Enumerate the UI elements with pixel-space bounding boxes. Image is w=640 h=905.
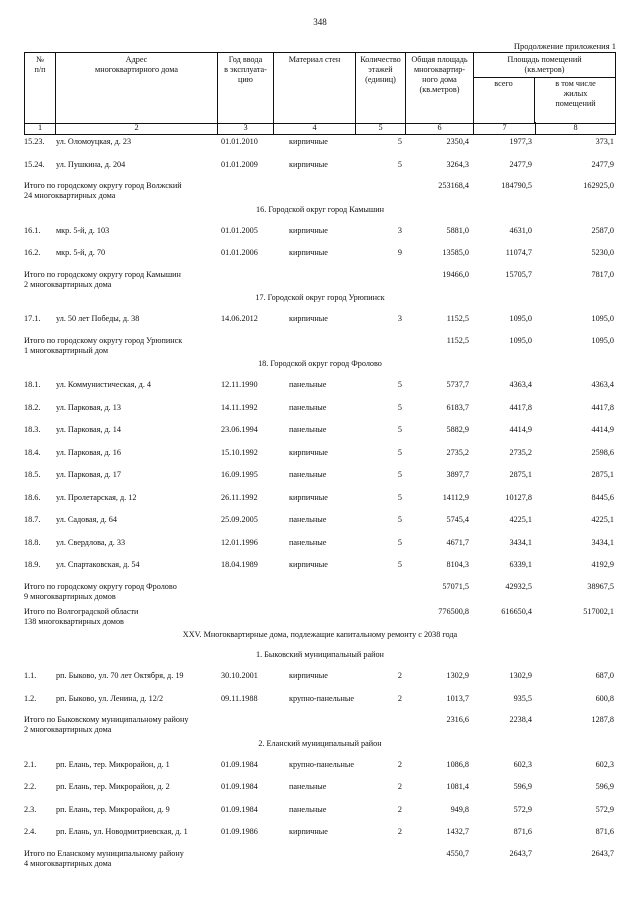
row-floors: 2 — [397, 671, 402, 680]
total-row — [24, 849, 616, 869]
row-address: ул. Парковая, д. 17 — [56, 470, 121, 479]
table-row — [24, 424, 616, 435]
row-year: 23.06.1994 — [221, 425, 258, 434]
row-year: 01.01.2009 — [221, 159, 258, 169]
row-number: 17.1. — [24, 314, 41, 323]
total-row — [24, 582, 616, 602]
row-living: 572,9 — [595, 804, 614, 814]
row-number: 2.1. — [24, 759, 37, 769]
row-floors: 3 — [397, 314, 402, 323]
col-number: 4 — [273, 122, 355, 134]
row-living: 2875,1 — [591, 470, 614, 479]
row-floors: 5 — [397, 447, 402, 457]
total-row — [24, 607, 616, 627]
row-year: 12.11.1990 — [221, 380, 258, 389]
table-row — [24, 693, 616, 704]
row-year: 01.01.2006 — [221, 248, 258, 257]
row-year: 01.09.1986 — [221, 827, 258, 836]
row-year: 01.09.1984 — [221, 759, 258, 769]
table-row — [24, 247, 616, 258]
table-row — [24, 804, 616, 815]
row-living: 8445,6 — [591, 492, 614, 502]
row-address: рп. Елань, тер. Микрорайон, д. 2 — [56, 782, 170, 791]
row-year: 09.11.1988 — [221, 693, 258, 703]
total-living: 2643,7 — [591, 848, 614, 858]
total-area: 57071,5 — [442, 581, 469, 591]
row-floors: 2 — [397, 759, 402, 769]
header-floors: Количество этажей (единиц) — [355, 53, 405, 123]
total-living: 7817,0 — [591, 269, 614, 279]
row-floors: 2 — [397, 827, 402, 836]
row-address: ул. Пролетарская, д. 12 — [56, 492, 137, 502]
total-label-count: 24 многоквартирных дома — [24, 191, 116, 200]
col-number: 6 — [405, 122, 473, 134]
row-year: 25.09.2005 — [221, 515, 258, 524]
row-material: панельные — [289, 425, 327, 434]
row-area: 3264,3 — [446, 159, 469, 169]
row-address: ул. Садовая, д. 64 — [56, 515, 117, 524]
table-row — [24, 826, 616, 837]
total-total: 15705,7 — [505, 269, 532, 279]
row-total: 2477,9 — [509, 159, 532, 169]
row-number: 18.2. — [24, 402, 41, 412]
row-area: 3897,7 — [446, 470, 469, 479]
row-number: 18.7. — [24, 515, 41, 524]
table-row — [24, 379, 616, 390]
header-num: № п/п — [24, 53, 55, 123]
row-year: 01.09.1984 — [221, 782, 258, 791]
row-living: 4417,8 — [591, 402, 614, 412]
row-number: 18.6. — [24, 492, 41, 502]
row-total: 4631,0 — [509, 225, 532, 235]
total-total: 616650,4 — [501, 607, 532, 616]
section-heading: 17. Городской округ город Урюпинск — [255, 293, 385, 302]
section-heading: 18. Городской округ город Фролово — [258, 359, 382, 368]
col-number: 5 — [355, 122, 405, 134]
section-heading: 16. Городской округ город Камышин — [256, 204, 384, 214]
total-row — [24, 181, 616, 201]
row-year: 12.01.1996 — [221, 537, 258, 547]
total-label — [24, 715, 224, 735]
header-area: Общая площадь многоквартир- ного дома (кв.метров) — [405, 53, 473, 123]
total-living: 38967,5 — [587, 581, 614, 591]
row-year: 14.11.1992 — [221, 402, 258, 412]
table-row — [24, 559, 616, 570]
col-number: 7 — [473, 122, 535, 134]
col-number: 8 — [535, 122, 616, 134]
total-area: 2316,6 — [446, 715, 469, 724]
row-material: кирпичные — [289, 248, 328, 257]
row-floors: 5 — [397, 470, 402, 479]
row-total: 2875,1 — [509, 470, 532, 479]
table-row — [24, 469, 616, 480]
row-material: кирпичные — [289, 827, 328, 836]
row-address: ул. Коммунистическая, д. 4 — [56, 380, 152, 389]
row-address: ул. Оломоуцкая, д. 23 — [56, 137, 132, 146]
row-address: ул. Свердлова, д. 33 — [56, 537, 126, 547]
total-total: 2238,4 — [509, 715, 532, 724]
row-material: кирпичные — [289, 447, 328, 457]
row-year: 01.09.1984 — [221, 804, 258, 814]
row-total: 2735,2 — [509, 447, 532, 457]
row-total: 4363,4 — [509, 380, 532, 389]
table-row — [24, 670, 616, 681]
row-address: рп. Елань, ул. Новодмитриевская, д. 1 — [56, 827, 188, 836]
row-number: 15.23. — [24, 137, 45, 146]
row-area: 2350,4 — [446, 137, 469, 146]
total-total: 2643,7 — [509, 848, 532, 858]
row-address: ул. 50 лет Победы, д. 38 — [56, 314, 140, 323]
row-material: крупно-панельные — [289, 759, 355, 769]
row-total: 871,6 — [513, 827, 532, 836]
header-material: Материал стен — [273, 53, 355, 123]
row-area: 6183,7 — [446, 402, 469, 412]
table-row — [24, 313, 616, 324]
row-number: 18.9. — [24, 560, 41, 569]
row-total: 10127,8 — [505, 492, 532, 502]
row-area: 2735,2 — [446, 447, 469, 457]
row-address: рп. Быково, ул. Ленина, д. 12/2 — [56, 693, 164, 703]
total-total: 42932,5 — [505, 581, 532, 591]
row-living: 4192,9 — [591, 560, 614, 569]
total-label-count: 2 многоквартирных дома — [24, 279, 112, 289]
row-number: 18.3. — [24, 425, 41, 434]
total-area: 1152,5 — [446, 335, 469, 345]
row-total: 4225,1 — [509, 515, 532, 524]
row-living: 2587,0 — [591, 225, 614, 235]
row-floors: 2 — [397, 804, 402, 814]
total-label-line: Итого по городскому округу город Фролово — [24, 581, 177, 591]
table-row — [24, 402, 616, 413]
row-number: 18.8. — [24, 537, 41, 547]
row-material: панельные — [289, 470, 327, 479]
row-material: кирпичные — [289, 137, 328, 146]
total-label — [24, 181, 224, 201]
total-label-count: 4 многоквартирных дома — [24, 858, 112, 868]
row-number: 18.5. — [24, 470, 41, 479]
row-floors: 9 — [397, 248, 402, 257]
col-number: 2 — [55, 122, 217, 134]
total-label-line: Итого по Волгоградской области — [24, 607, 139, 616]
row-total: 596,9 — [513, 782, 532, 791]
total-label — [24, 849, 224, 869]
row-number: 16.1. — [24, 225, 41, 235]
total-total: 184790,5 — [501, 181, 532, 190]
row-material: крупно-панельные — [289, 693, 355, 703]
total-label-line: Итого по Быковскому муниципальному району — [24, 715, 189, 724]
row-total: 935,5 — [513, 693, 532, 703]
column-numbers — [24, 122, 616, 135]
row-address: ул. Пушкина, д. 204 — [56, 159, 126, 169]
row-number: 2.3. — [24, 804, 37, 814]
total-label-count: 1 многоквартирный дом — [24, 345, 109, 355]
row-total: 11074,7 — [505, 248, 532, 257]
total-label — [24, 607, 224, 627]
row-year: 16.09.1995 — [221, 470, 258, 479]
row-total: 572,9 — [513, 804, 532, 814]
row-material: панельные — [289, 380, 327, 389]
row-total: 6339,1 — [509, 560, 532, 569]
row-material: кирпичные — [289, 159, 328, 169]
row-number: 1.1. — [24, 671, 37, 680]
total-area: 19466,0 — [442, 269, 469, 279]
header-living: в том числе жилых помещений — [555, 79, 596, 108]
total-label — [24, 582, 224, 602]
row-total: 4417,8 — [509, 402, 532, 412]
row-material: кирпичные — [289, 560, 328, 569]
row-living: 4363,4 — [591, 380, 614, 389]
col-number: 3 — [217, 122, 273, 134]
row-area: 5881,0 — [446, 225, 469, 235]
total-label-line: Итого по городскому округу город Камышин — [24, 269, 181, 279]
section-heading: 2. Еланский муниципальный район — [258, 738, 382, 748]
total-living: 1287,8 — [591, 715, 614, 724]
row-floors: 5 — [397, 380, 402, 389]
row-material: панельные — [289, 537, 327, 547]
row-living: 5230,0 — [591, 248, 614, 257]
row-floors: 5 — [397, 402, 402, 412]
row-area: 1432,7 — [446, 827, 469, 836]
total-living: 1095,0 — [591, 335, 614, 345]
total-living: 517002,1 — [583, 607, 614, 616]
row-address: рп. Елань, тер. Микрорайон, д. 1 — [56, 759, 170, 769]
row-address: мкр. 5-й, д. 70 — [56, 248, 106, 257]
row-area: 949,8 — [450, 804, 469, 814]
row-material: панельные — [289, 515, 327, 524]
total-label-line: Итого по городскому округу город Волжский — [24, 181, 182, 190]
row-living: 2598,6 — [591, 447, 614, 457]
row-material: кирпичные — [289, 225, 328, 235]
row-area: 14112,9 — [442, 492, 469, 502]
row-number: 2.2. — [24, 782, 37, 791]
row-living: 687,0 — [595, 671, 614, 680]
row-total: 602,3 — [513, 759, 532, 769]
row-area: 1152,5 — [446, 314, 469, 323]
total-label-line: Итого по городскому округу город Урюпинск — [24, 335, 183, 345]
row-year: 14.06.2012 — [221, 314, 258, 323]
table-row — [24, 159, 616, 170]
row-number: 16.2. — [24, 248, 41, 257]
row-material: панельные — [289, 804, 327, 814]
row-number: 2.4. — [24, 827, 37, 836]
total-living: 162925,0 — [583, 181, 614, 190]
row-year: 30.10.2001 — [221, 671, 258, 680]
row-address: ул. Спартаковская, д. 54 — [56, 560, 140, 569]
row-area: 4671,7 — [446, 537, 469, 547]
total-label-count: 2 многоквартирных дома — [24, 725, 112, 734]
row-area: 13585,0 — [442, 248, 469, 257]
row-area: 5745,4 — [446, 515, 469, 524]
row-year: 15.10.1992 — [221, 447, 258, 457]
row-floors: 3 — [397, 225, 402, 235]
total-label-count: 9 многоквартирных домов — [24, 591, 116, 601]
row-floors: 2 — [397, 782, 402, 791]
row-address: ул. Парковая, д. 13 — [56, 402, 121, 412]
row-total: 1302,9 — [509, 671, 532, 680]
row-total: 1095,0 — [509, 314, 532, 323]
row-year: 01.01.2010 — [221, 137, 258, 146]
row-total: 4414,9 — [509, 425, 532, 434]
row-living: 2477,9 — [591, 159, 614, 169]
row-floors: 5 — [397, 560, 402, 569]
row-number: 18.1. — [24, 380, 41, 389]
total-total: 1095,0 — [509, 335, 532, 345]
total-label — [24, 336, 224, 356]
row-floors: 5 — [397, 137, 402, 146]
table-row — [24, 537, 616, 548]
row-material: панельные — [289, 782, 327, 791]
row-year: 18.04.1989 — [221, 560, 258, 569]
row-floors: 5 — [397, 492, 402, 502]
header-total: всего — [494, 79, 513, 88]
header-premises: Площадь помещений (кв.метров) — [473, 53, 616, 123]
row-living: 1095,0 — [591, 314, 614, 323]
table-row — [24, 136, 616, 147]
section-heading: 1. Быковский муниципальный район — [256, 650, 384, 659]
row-area: 5882,9 — [446, 425, 469, 434]
row-living: 4414,9 — [591, 425, 614, 434]
total-label — [24, 270, 224, 290]
row-living: 3434,1 — [591, 537, 614, 547]
row-living: 871,6 — [595, 827, 614, 836]
total-area: 4550,7 — [446, 848, 469, 858]
row-living: 596,9 — [595, 782, 614, 791]
header-year: Год ввода в эксплуата- цию — [217, 53, 273, 123]
header-address: Адрес многоквартирного дома — [55, 53, 217, 123]
row-year: 01.01.2005 — [221, 225, 258, 235]
row-material: кирпичные — [289, 314, 328, 323]
row-address: ул. Парковая, д. 14 — [56, 425, 121, 434]
total-area: 253168,4 — [438, 181, 469, 190]
col-number: 1 — [24, 122, 55, 134]
row-living: 602,3 — [595, 759, 614, 769]
table-row — [24, 514, 616, 525]
row-address: рп. Елань, тер. Микрорайон, д. 9 — [56, 804, 170, 814]
total-row — [24, 336, 616, 356]
table-row — [24, 225, 616, 236]
row-address: мкр. 5-й, д. 103 — [56, 225, 110, 235]
row-number: 18.4. — [24, 447, 41, 457]
header-divider — [473, 77, 616, 78]
table-row — [24, 759, 616, 770]
row-living: 600,8 — [595, 693, 614, 703]
total-area: 776500,8 — [438, 607, 469, 616]
total-label-count: 138 многоквартирных домов — [24, 617, 124, 626]
total-row — [24, 715, 616, 735]
total-label-line: Итого по Еланскому муниципальному району — [24, 848, 184, 858]
row-floors: 5 — [397, 515, 402, 524]
row-total: 3434,1 — [509, 537, 532, 547]
row-floors: 2 — [397, 693, 402, 703]
row-area: 1013,7 — [446, 693, 469, 703]
row-floors: 5 — [397, 537, 402, 547]
page-number: 348 — [313, 17, 327, 27]
row-living: 373,1 — [595, 137, 614, 146]
table-header — [24, 52, 616, 124]
row-number: 15.24. — [24, 159, 45, 169]
row-address: рп. Быково, ул. 70 лет Октября, д. 19 — [56, 671, 184, 680]
row-area: 1081,4 — [446, 782, 469, 791]
row-material: панельные — [289, 402, 327, 412]
continuation-label: Продолжение приложения 1 — [513, 41, 616, 51]
row-number: 1.2. — [24, 693, 37, 703]
row-area: 5737,7 — [446, 380, 469, 389]
table-row — [24, 492, 616, 503]
row-material: кирпичные — [289, 671, 328, 680]
row-address: ул. Парковая, д. 16 — [56, 447, 121, 457]
row-material: кирпичные — [289, 492, 328, 502]
row-area: 1302,9 — [446, 671, 469, 680]
row-total: 1977,3 — [509, 137, 532, 146]
row-floors: 5 — [397, 425, 402, 434]
table-row — [24, 447, 616, 458]
row-area: 1086,8 — [446, 759, 469, 769]
total-row — [24, 270, 616, 290]
row-floors: 5 — [397, 159, 402, 169]
row-living: 4225,1 — [591, 515, 614, 524]
row-area: 8104,3 — [446, 560, 469, 569]
chapter-heading: XXV. Многоквартирные дома, подлежащие капитальному ремонту с 2038 года — [182, 629, 458, 639]
table-row — [24, 781, 616, 792]
row-year: 26.11.1992 — [221, 492, 258, 502]
